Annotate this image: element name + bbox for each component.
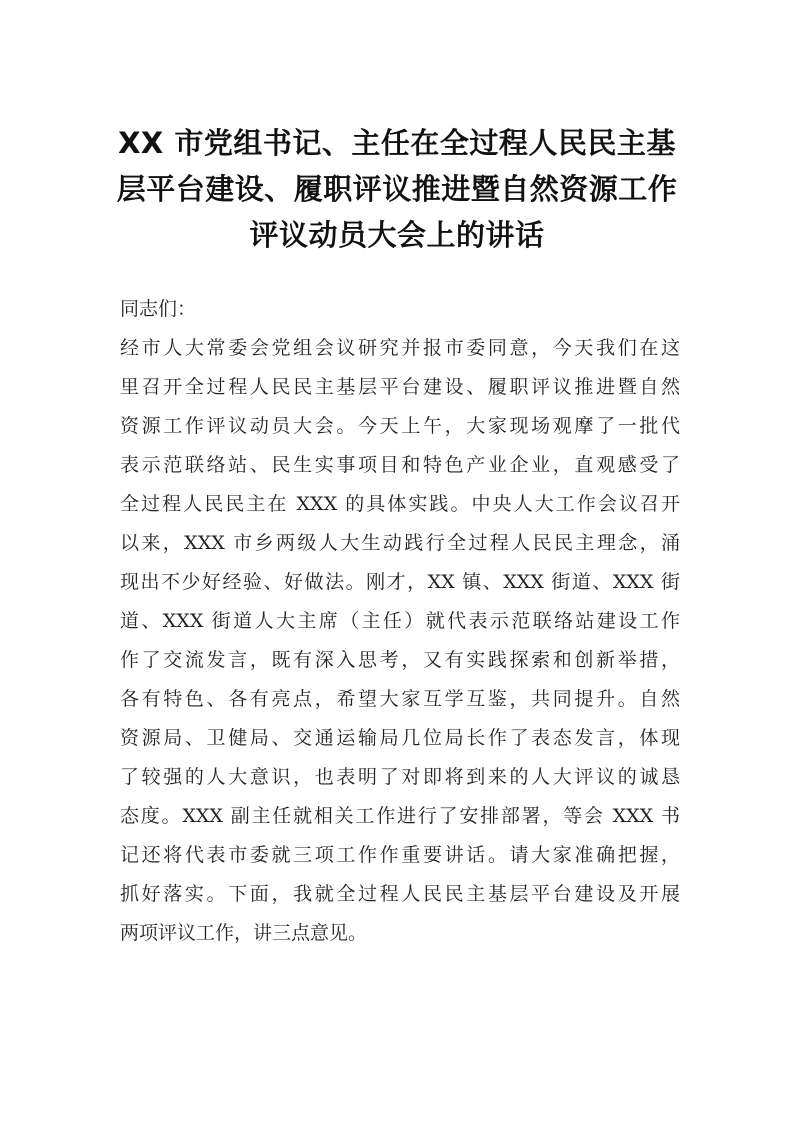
paragraph-line: 记还将代表市委就三项工作作重要讲话。请大家准确把握， <box>120 844 680 866</box>
paragraph-line: 以来，XXX 市乡两级人大生动践行全过程人民民主理念，涌 <box>120 532 680 554</box>
paragraph-line: 资源局、卫健局、交通运输局几位局长作了表态发言，体现 <box>120 727 680 749</box>
paragraph-line: 作了交流发言，既有深入思考，又有实践探索和创新举措， <box>120 649 680 671</box>
paragraph-line: 经市人大常委会党组会议研究并报市委同意，今天我们在这 <box>120 337 680 359</box>
paragraph-line: 抓好落实。下面，我就全过程人民民主基层平台建设及开展 <box>120 883 680 905</box>
speech-body <box>120 290 680 953</box>
paragraph-line: 资源工作评议动员大会。今天上午，大家现场观摩了一批代 <box>120 415 680 437</box>
paragraph-line: 两项评议工作，讲三点意见。 <box>120 922 368 944</box>
title-line: 层平台建设、履职评议推进暨自然资源工作 <box>116 172 678 206</box>
paragraph-line: 全过程人民民主在 XXX 的具体实践。中央人大工作会议召开 <box>120 493 680 515</box>
paragraph-line: 态度。XXX 副主任就相关工作进行了安排部署，等会 XXX 书 <box>120 805 680 827</box>
paragraph-line: 里召开全过程人民民主基层平台建设、履职评议推进暨自然 <box>120 376 680 398</box>
paragraph-line: 了较强的人大意识，也表明了对即将到来的人大评议的诚恳 <box>120 766 680 788</box>
paragraph-line: 道、XXX 街道人大主席（主任）就代表示范联络站建设工作 <box>120 610 680 632</box>
paragraph-line: 表示范联络站、民生实事项目和特色产业企业，直观感受了 <box>120 454 680 476</box>
document-title <box>100 120 694 258</box>
salutation: 同志们： <box>120 298 197 320</box>
title-line: XX 市党组书记、主任在全过程人民民主基 <box>118 126 676 160</box>
paragraph-line: 现出不少好经验、好做法。刚才，XX 镇、XXX 街道、XXX 街 <box>120 571 680 593</box>
title-line: 评议动员大会上的讲话 <box>249 218 545 252</box>
paragraph-line: 各有特色、各有亮点，希望大家互学互鉴，共同提升。自然 <box>120 688 680 710</box>
